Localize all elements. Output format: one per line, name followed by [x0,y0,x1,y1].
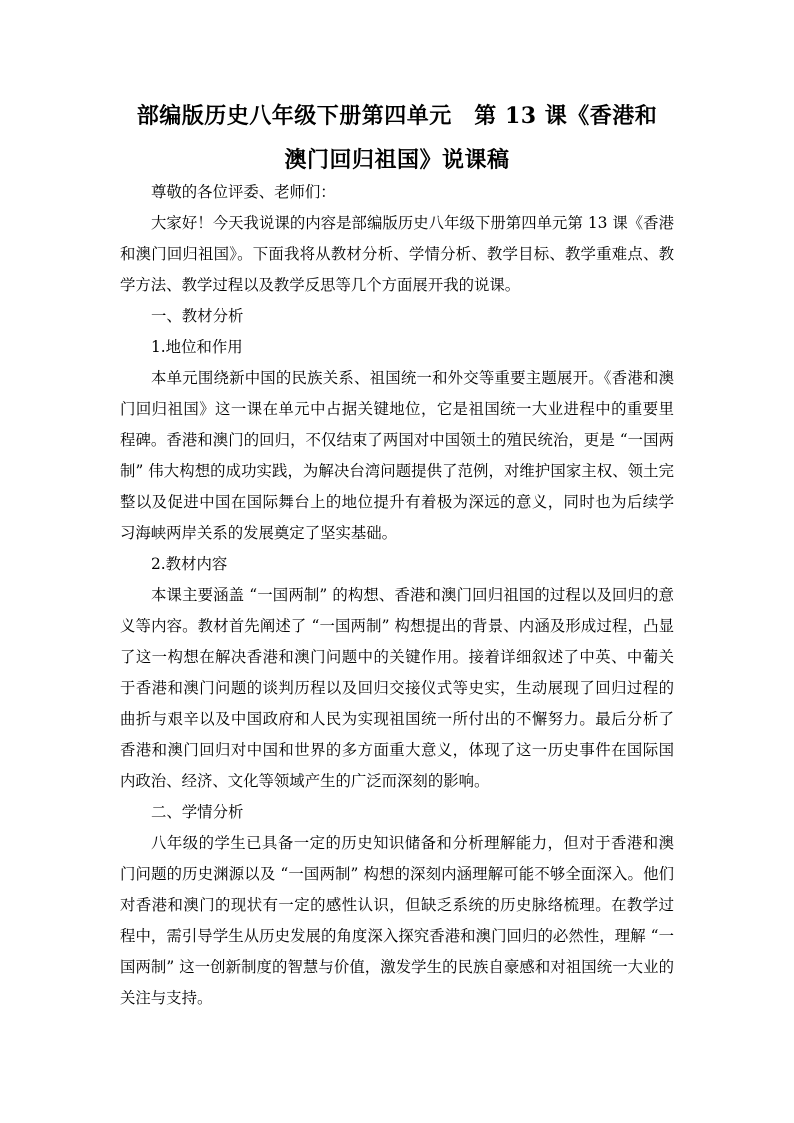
section-1-sub-1-paragraph: 本单元围绕新中国的民族关系、祖国统一和外交等重要主题展开。《香港和澳门回归祖国》这一课在单元中占据关键地位，它是祖国统一大业进程中的重要里程碑。香港和澳门的回归，不仅结束了两国对中国领土的殖民统治，更是 “一国两制” 伟大构想的成功实践，为解决台湾问题提供了范例，对维护国家主权、领土完整以及促进中国在国际舞台上的地位提升有着极为深远的意义，同时也为后续学习海峡两岸关系的发展奠定了坚实基础。 [120,369,674,542]
intro-paragraph: 大家好！今天我说课的内容是部编版历史八年级下册第四单元第 13 课《香港和澳门回归祖国》。下面我将从教材分析、学情分析、教学目标、教学重难点、教学方法、教学过程以及教学反思等几个方面展开我的说课。 [120,214,674,294]
document-title-line-1: 部编版历史八年级下册第四单元 第 13 课《香港和 [136,103,658,129]
greeting: 尊敬的各位评委、老师们： [151,183,336,201]
section-1-sub-1-heading: 1.地位和作用 [151,338,243,356]
document-body [120,177,674,1014]
section-1-heading: 一、教材分析 [151,307,244,325]
section-1-sub-2-paragraph: 本课主要涵盖 “一国两制” 的构想、香港和澳门回归祖国的过程以及回归的意义等内容。教材首先阐述了 “一国两制” 构想提出的背景、内涵及形成过程，凸显了这一构想在解决香港和澳门问题中的关键作用。接着详细叙述了中英、中葡关于香港和澳门问题的谈判历程以及回归交接仪式等史实，生动展现了回归过程的曲折与艰辛以及中国政府和人民为实现祖国统一所付出的不懈努力。最后分析了香港和澳门回归对中国和世界的多方面重大意义，体现了这一历史事件在国际国内政治、经济、文化等领域产生的广泛而深刻的影响。 [120,586,674,790]
section-2-heading: 二、学情分析 [151,803,244,821]
document-title-line-2: 澳门回归祖国》说课稿 [284,147,510,173]
section-2-paragraph: 八年级的学生已具备一定的历史知识储备和分析理解能力，但对于香港和澳门问题的历史渊源以及 “一国两制” 构想的深刻内涵理解可能不够全面深入。他们对香港和澳门的现状有一定的感性认识，但缺乏系统的历史脉络梳理。在教学过程中，需引导学生从历史发展的角度深入探究香港和澳门回归的必然性，理解 “一国两制” 这一创新制度的智慧与价值，激发学生的民族自豪感和对祖国统一大业的关注与支持。 [120,834,674,1007]
section-1-sub-2-heading: 2.教材内容 [151,555,228,573]
